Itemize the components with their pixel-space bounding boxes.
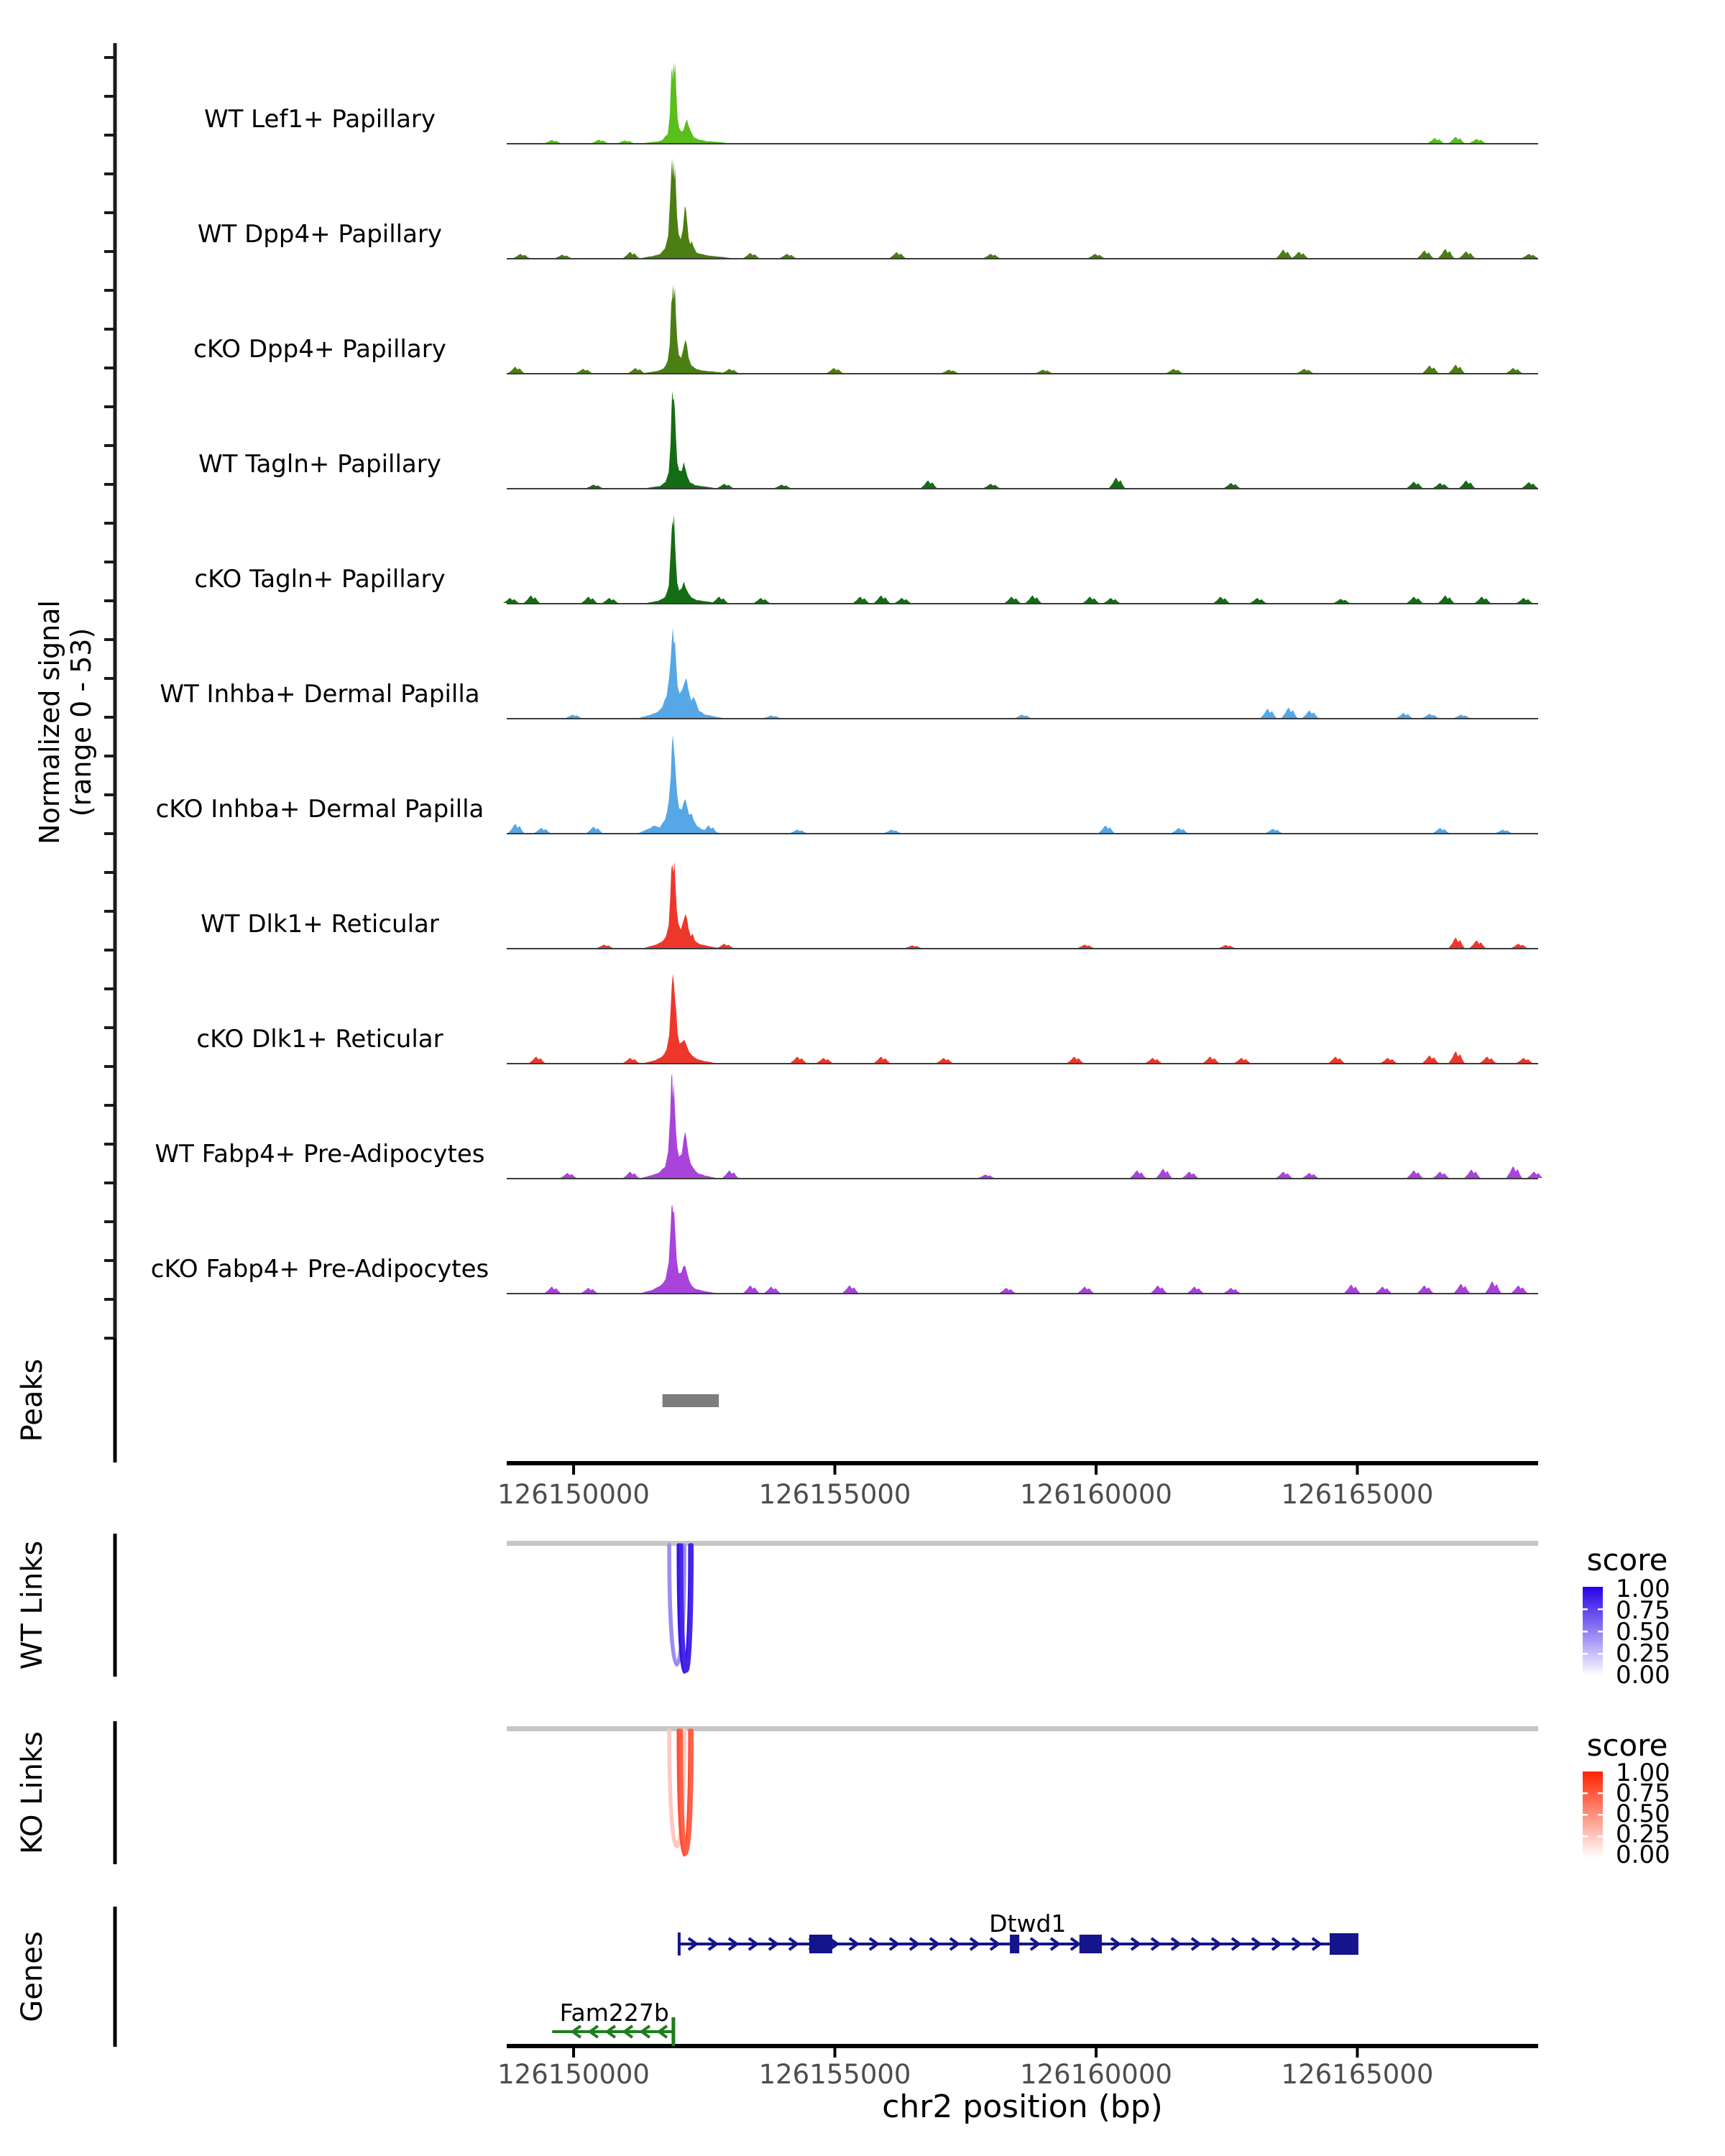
score-legend-value: 0.25 [1616, 1639, 1670, 1668]
y-axis-title-line2: (range 0 - 53) [65, 627, 97, 817]
coverage-noise-bump [1214, 596, 1230, 603]
coverage-noise-bump [874, 1056, 890, 1063]
coverage-noise-bump [842, 1286, 858, 1294]
track-label: WT Tagln+ Papillary [198, 450, 441, 479]
coverage-noise-bump [628, 368, 644, 373]
coverage-noise-bump [1417, 1286, 1433, 1294]
wt-links-panel [507, 1541, 1538, 1672]
section-wt-links [16, 1534, 115, 1677]
coverage-noise-bump [1203, 1056, 1219, 1063]
coverage-noise-bump [1459, 252, 1475, 258]
coverage-noise-bump [1297, 369, 1313, 373]
coverage-area [639, 734, 720, 833]
coverage-noise-bump [1156, 1169, 1172, 1178]
position-axis-bottom-tick-label: 126160000 [1020, 2059, 1172, 2090]
coverage-noise-bump [1282, 708, 1297, 719]
coverage-noise-bump [1026, 596, 1041, 604]
coverage-noise-bump [712, 596, 728, 603]
coverage-noise-bump [1449, 364, 1465, 373]
coverage-noise-bump [984, 484, 1000, 488]
track-label: cKO Inhba+ Dermal Papilla [155, 795, 484, 824]
coverage-noise-bump [921, 481, 937, 489]
gene-name-label: Dtwd1 [989, 1909, 1067, 1938]
coverage-noise-bump [1433, 483, 1449, 488]
score-legend-title: score [1586, 1542, 1668, 1577]
coverage-noise-bump [1522, 482, 1537, 488]
coverage-track-7 [156, 734, 1538, 834]
coverage-noise-bump [853, 596, 869, 603]
coverage-noise-bump [722, 369, 738, 373]
coverage-noise-bump [586, 826, 602, 833]
coverage-noise-bump [827, 368, 843, 373]
coverage-area [642, 158, 731, 258]
coverage-noise-bump [717, 944, 733, 948]
coverage-track-3 [193, 285, 1538, 374]
score-legend-bar-tick [1598, 1631, 1603, 1633]
score-legend-2 [1583, 1728, 1670, 1869]
coverage-noise-bump [1151, 1286, 1167, 1294]
gene-exon [1080, 1935, 1102, 1953]
coverage-noise-bump [1302, 1173, 1318, 1178]
coverage-noise-bump [743, 1286, 759, 1294]
coverage-noise-bump [1438, 249, 1454, 258]
coverage-noise-bump [1475, 596, 1491, 603]
gene-name-label: Fam227b [559, 1999, 669, 2027]
coverage-noise-bump [791, 829, 806, 833]
position-axis-bottom [497, 2046, 1538, 2090]
coverage-noise-bump [618, 141, 634, 144]
coverage-noise-bump [592, 139, 607, 143]
score-legend-value: 0.75 [1616, 1779, 1670, 1808]
coverage-noise-bump [1302, 711, 1318, 719]
coverage-track-8 [201, 862, 1538, 949]
coverage-noise-bump [1480, 1056, 1496, 1063]
coverage-noise-bump [1506, 1166, 1522, 1178]
track-label: WT Fabp4+ Pre-Adipocytes [155, 1140, 485, 1169]
ko-links-panel [507, 1726, 1538, 1855]
coverage-noise-bump [1292, 252, 1308, 258]
score-legend-title: score [1586, 1728, 1668, 1763]
coverage-noise-bump [623, 1058, 639, 1063]
score-legend-value: 0.00 [1616, 1841, 1670, 1869]
coverage-noise-bump [885, 829, 901, 833]
coverage-noise-bump [874, 596, 890, 604]
position-axis-top-tick-label: 126155000 [758, 1479, 911, 1510]
coverage-noise-bump [1276, 249, 1292, 258]
coverage-noise-bump [937, 1058, 952, 1063]
coverage-noise-bump [623, 1171, 639, 1178]
coverage-noise-bump [890, 252, 906, 258]
coverage-noise-bump [1276, 1171, 1292, 1178]
position-axis-top-tick-label: 126150000 [497, 1479, 650, 1510]
gene-exon [809, 1935, 832, 1953]
score-legend-value: 1.00 [1616, 1575, 1670, 1603]
score-legend-bar-tick [1583, 1792, 1588, 1795]
coverage-noise-bump [1067, 1056, 1083, 1063]
coverage-noise-bump [1328, 1056, 1344, 1063]
coverage-noise-bump [556, 254, 571, 258]
coverage-noise-bump [534, 828, 550, 833]
section-peaks-label: Peaks [16, 1358, 49, 1442]
score-legend-bar-tick [1598, 1835, 1603, 1838]
coverage-noise-bump [999, 1288, 1015, 1293]
section-genes-label: Genes [16, 1931, 49, 2022]
track-label: WT Inhba+ Dermal Papilla [160, 680, 480, 709]
score-legend-value: 0.50 [1616, 1800, 1670, 1828]
coverage-area [647, 391, 715, 488]
coverage-area [642, 1074, 716, 1179]
score-legend-bar-tick [1583, 1653, 1588, 1655]
coverage-noise-bump [984, 254, 1000, 258]
y-axis-title-line1: Normalized signal [34, 600, 65, 844]
score-legend-1 [1583, 1542, 1670, 1690]
coverage-noise-bump [508, 824, 524, 833]
coverage-noise-bump [1078, 1286, 1094, 1293]
coverage-noise-bump [1224, 1288, 1240, 1293]
coverage-noise-bump [1261, 709, 1276, 718]
position-axis-bottom-tick-label: 126155000 [758, 2059, 911, 2090]
coverage-noise-bump [1506, 368, 1522, 373]
coverage-noise-bump [1449, 1051, 1465, 1063]
coverage-area [642, 1205, 715, 1293]
coverage-noise-bump [561, 1173, 576, 1178]
score-legend-bar-tick [1598, 1653, 1603, 1655]
coverage-noise-bump [1376, 1286, 1392, 1293]
score-legend-bar-tick [1583, 1608, 1588, 1611]
coverage-track-2 [198, 158, 1538, 259]
coverage-noise-bump [1167, 369, 1182, 373]
coverage-noise-bump [1224, 483, 1240, 488]
track-label: cKO Dlk1+ Reticular [196, 1025, 443, 1054]
coverage-noise-bump [1187, 1286, 1203, 1293]
coverage-noise-bump [1422, 714, 1438, 718]
coverage-noise-bump [1109, 478, 1125, 489]
coverage-noise-bump [576, 369, 592, 373]
coverage-noise-bump [702, 826, 717, 834]
coverage-noise-bump [1407, 596, 1422, 603]
coverage-noise-bump [1417, 251, 1433, 259]
section-genes [16, 1907, 115, 2047]
section-ko-links-label: KO Links [16, 1731, 49, 1854]
coverage-noise-bump [1130, 1171, 1146, 1179]
score-legend-value: 0.75 [1616, 1596, 1670, 1625]
coverage-noise-bump [597, 944, 613, 948]
position-axis-bottom-tick-label: 126150000 [497, 2059, 650, 2090]
coverage-noise-bump [1517, 1058, 1532, 1063]
section-peaks [16, 1338, 115, 1462]
coverage-noise-bump [602, 598, 618, 603]
coverage-noise-bump [1512, 1286, 1527, 1294]
coverage-noise-bump [895, 598, 911, 603]
coverage-noise-bump [1407, 482, 1422, 488]
score-legend-bar-tick [1583, 1814, 1588, 1816]
gene-model-fam227b [552, 1999, 673, 2046]
coverage-noise-bump [1088, 254, 1104, 258]
coverage-track-11 [151, 1205, 1538, 1294]
coverage-noise-bump [754, 598, 770, 603]
coverage-noise-bump [1459, 481, 1475, 489]
coverage-noise-bump [1517, 598, 1532, 603]
coverage-noise-bump [1522, 254, 1537, 258]
track-label: WT Dpp4+ Papillary [197, 220, 443, 249]
coverage-noise-bump [1078, 944, 1094, 948]
coverage-noise-bump [1099, 826, 1115, 834]
track-label: cKO Dpp4+ Papillary [193, 335, 446, 364]
coverage-track-9 [196, 974, 1538, 1064]
coverage-noise-bump [775, 484, 791, 488]
coverage-noise-bump [1422, 1056, 1438, 1064]
coverage-noise-bump [1266, 829, 1282, 833]
coverage-noise-bump [1334, 599, 1350, 603]
coverage-area [639, 627, 722, 718]
coverage-noise-bump [764, 716, 780, 719]
track-label: WT Lef1+ Papillary [203, 105, 436, 134]
position-axis-top [497, 1463, 1538, 1510]
score-legend-value: 1.00 [1616, 1759, 1670, 1787]
score-legend-bar-tick [1583, 1835, 1588, 1838]
score-legend-value: 0.25 [1616, 1820, 1670, 1849]
coverage-noise-bump [1005, 596, 1021, 603]
coverage-noise-bump [791, 1056, 806, 1063]
coverage-noise-bump [1454, 714, 1470, 718]
coverage-noise-bump [1433, 1171, 1449, 1178]
coverage-noise-bump [816, 1058, 832, 1063]
normalized-signal-axis [34, 43, 115, 1353]
track-label: WT Dlk1+ Reticular [201, 910, 439, 939]
coverage-area [644, 862, 718, 948]
coverage-track-5 [194, 514, 1538, 604]
score-legend-bar-tick [1598, 1608, 1603, 1611]
coverage-noise-bump [1381, 1058, 1397, 1063]
ko-links-panel-top-line [507, 1726, 1538, 1731]
coverage-noise-bump [1449, 137, 1465, 143]
coverage-noise-bump [1182, 1171, 1198, 1178]
coverage-noise-bump [508, 367, 524, 373]
coverage-noise-bump [722, 1171, 738, 1179]
coverage-noise-bump [764, 1286, 780, 1293]
coverage-noise-bump [1527, 1171, 1543, 1178]
coverage-noise-bump [1219, 945, 1235, 948]
coverage-noise-bump [1496, 829, 1512, 833]
coverage-noise-bump [586, 484, 602, 488]
coverage-noise-bump [529, 1056, 545, 1063]
coverage-noise-bump [1344, 1284, 1360, 1293]
coverage-noise-bump [942, 369, 958, 373]
coverage-noise-bump [581, 596, 597, 603]
coverage-noise-bump [1397, 713, 1412, 718]
coverage-noise-bump [1104, 598, 1120, 603]
score-legend-bar-tick [1583, 1631, 1588, 1633]
coverage-noise-bump [1438, 596, 1454, 604]
coverage-noise-bump [623, 252, 639, 258]
coverage-noise-bump [581, 1288, 597, 1293]
coverage-noise-bump [1433, 828, 1449, 833]
position-axis-bottom-tick-label: 126165000 [1281, 2059, 1434, 2090]
gene-exon [1330, 1933, 1358, 1955]
coverage-noise-bump [1235, 1058, 1251, 1063]
track-label: cKO Tagln+ Papillary [194, 565, 446, 594]
coverage-noise-bump [1449, 938, 1465, 949]
coverage-noise-bump [1428, 138, 1444, 143]
coverage-noise-bump [1083, 596, 1099, 603]
coverage-noise-bump [978, 1174, 994, 1178]
coverage-noise-bump [1146, 1058, 1162, 1063]
gene-model-dtwd1 [679, 1909, 1358, 1955]
coverage-track-4 [198, 391, 1538, 489]
coverage-noise-bump [1454, 1284, 1470, 1293]
coverage-noise-bump [1470, 941, 1486, 949]
peak-region-bar [663, 1394, 719, 1407]
coverage-noise-bump [1470, 139, 1486, 143]
coverage-noise-bump [780, 254, 796, 258]
coverage-noise-bump [1407, 1171, 1422, 1179]
coverage-track-1 [204, 62, 1538, 144]
coverage-noise-bump [545, 1286, 561, 1293]
coverage-area [644, 974, 714, 1063]
position-axis-top-tick-label: 126160000 [1020, 1479, 1172, 1510]
coverage-noise-bump [1036, 369, 1052, 373]
coverage-noise-bump [717, 484, 733, 488]
x-axis-title: chr2 position (bp) [882, 2088, 1163, 2125]
section-wt-links-label: WT Links [16, 1540, 49, 1670]
score-legend-value: 0.00 [1616, 1661, 1670, 1690]
coverage-noise-bump [545, 140, 561, 143]
coverage-track-10 [155, 1074, 1543, 1179]
coverage-track-6 [160, 627, 1538, 719]
coverage-noise-bump [1422, 366, 1438, 374]
track-label: cKO Fabp4+ Pre-Adipocytes [150, 1255, 489, 1284]
coverage-noise-bump [1486, 1281, 1501, 1293]
coverage-noise-bump [513, 254, 529, 258]
coverage-noise-bump [743, 253, 759, 258]
score-legend-bar-tick [1598, 1792, 1603, 1795]
score-legend-value: 0.50 [1616, 1618, 1670, 1646]
coverage-noise-bump [906, 946, 921, 949]
coverage-area [644, 62, 727, 143]
coverage-noise-bump [524, 596, 540, 604]
coverage-noise-bump [1172, 828, 1187, 833]
coverage-noise-bump [1250, 598, 1266, 603]
coverage-noise-bump [1512, 944, 1527, 948]
coverage-noise-bump [1464, 1169, 1480, 1178]
coverage-area [647, 514, 717, 603]
coverage-noise-bump [566, 714, 581, 718]
coverage-noise-bump [1015, 714, 1031, 718]
score-legend-bar-tick [1598, 1814, 1603, 1816]
coverage-noise-bump [503, 598, 519, 603]
coverage-area [644, 285, 725, 373]
position-axis-top-tick-label: 126165000 [1281, 1479, 1434, 1510]
section-ko-links [16, 1721, 115, 1864]
wt-links-panel-top-line [507, 1541, 1538, 1546]
